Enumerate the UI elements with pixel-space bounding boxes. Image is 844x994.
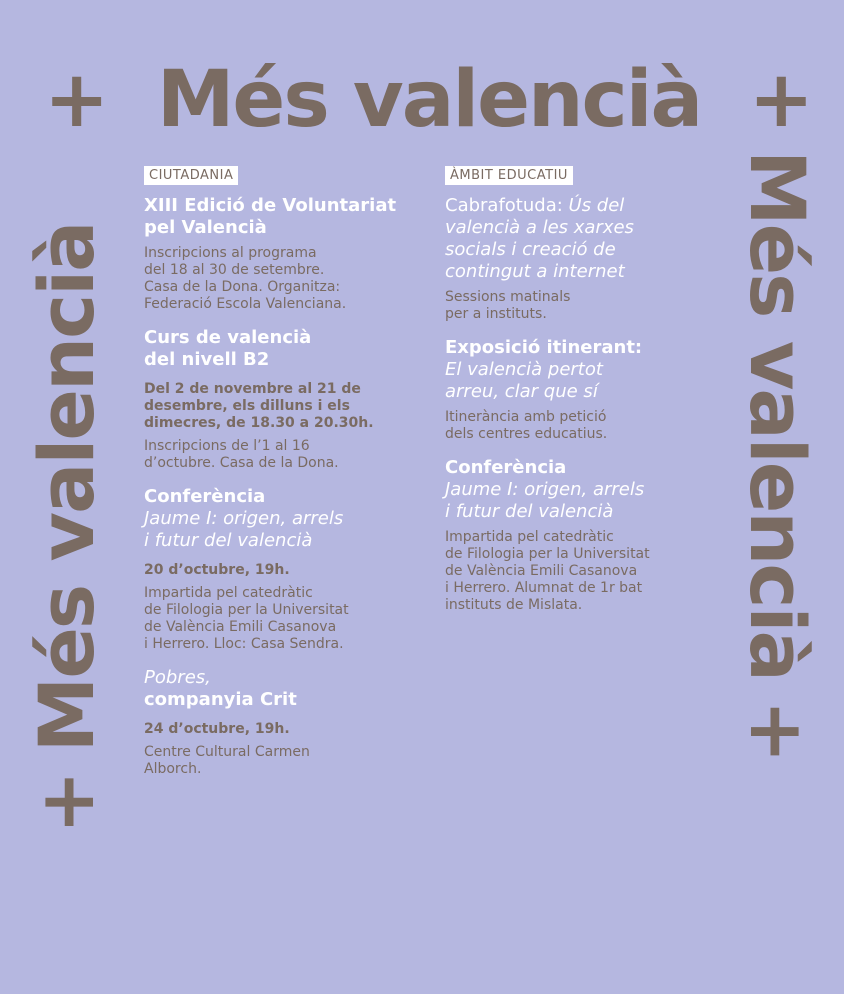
event-title-line: Conferència bbox=[445, 457, 567, 478]
event-title-italic: Ús del bbox=[568, 195, 625, 216]
event-curs-b2 bbox=[144, 327, 424, 472]
when-line: Del 2 de novembre al 21 de bbox=[144, 381, 361, 397]
event-conferencia-ciutadania bbox=[144, 486, 424, 653]
desc-line: del 18 al 30 de setembre. bbox=[144, 262, 325, 278]
event-description bbox=[445, 289, 745, 323]
event-subtitle-line: contingut a internet bbox=[445, 261, 625, 282]
event-title-line: del nivell B2 bbox=[144, 349, 270, 370]
desc-line: Inscripcions al programa bbox=[144, 245, 317, 261]
event-description bbox=[144, 438, 424, 472]
event-when bbox=[144, 381, 424, 432]
event-title-line: Curs de valencià bbox=[144, 327, 312, 348]
event-pobres bbox=[144, 667, 424, 778]
event-subtitle-line: socials i creació de bbox=[445, 239, 616, 260]
event-title-normal: Cabrafotuda: bbox=[445, 195, 569, 216]
desc-line: d’octubre. Casa de la Dona. bbox=[144, 455, 339, 471]
desc-line: instituts de Mislata. bbox=[445, 597, 583, 613]
desc-line: de València Emili Casanova bbox=[144, 619, 337, 635]
event-conferencia-ambit bbox=[445, 457, 745, 614]
event-subtitle-line: i futur del valencià bbox=[144, 530, 313, 551]
when-line: desembre, els dilluns i els bbox=[144, 398, 350, 414]
event-voluntariat bbox=[144, 195, 424, 313]
poster-title bbox=[44, 52, 814, 148]
desc-line: dels centres educatius. bbox=[445, 426, 608, 442]
plus-icon-right: + bbox=[748, 55, 814, 145]
event-when: 24 d’octubre, 19h. bbox=[144, 721, 290, 737]
event-title-line bbox=[445, 195, 745, 217]
event-subtitle-line: i futur del valencià bbox=[445, 501, 614, 522]
side-title-left-text: Més valencià bbox=[22, 222, 111, 753]
event-description bbox=[445, 409, 745, 443]
desc-line: Itinerància amb petició bbox=[445, 409, 607, 425]
desc-line: de Filologia per la Universitat bbox=[144, 602, 349, 618]
event-subtitle-line: Pobres, bbox=[144, 667, 211, 688]
plus-icon-side-left: + bbox=[22, 772, 111, 834]
desc-line: de Filologia per la Universitat bbox=[445, 546, 650, 562]
desc-line: Casa de la Dona. Organitza: bbox=[144, 279, 341, 295]
desc-line: Alborch. bbox=[144, 761, 202, 777]
poster-title-text: Més valencià bbox=[156, 55, 702, 145]
event-cabrafotuda bbox=[445, 195, 745, 323]
desc-line: Impartida pel catedràtic bbox=[445, 529, 614, 545]
event-title-line: companyia Crit bbox=[144, 689, 297, 710]
event-subtitle-line: arreu, clar que sí bbox=[445, 381, 598, 402]
when-line: dimecres, de 18.30 a 20.30h. bbox=[144, 415, 374, 431]
event-description bbox=[144, 585, 424, 653]
event-description bbox=[144, 744, 424, 778]
desc-line: per a instituts. bbox=[445, 306, 547, 322]
event-title-line: Conferència bbox=[144, 486, 266, 507]
desc-line: Centre Cultural Carmen bbox=[144, 744, 310, 760]
desc-line: Inscripcions de l’1 al 16 bbox=[144, 438, 310, 454]
desc-line: i Herrero. Alumnat de 1r bat bbox=[445, 580, 643, 596]
section-tag-ambit-educatiu: ÀMBIT EDUCATIU bbox=[445, 166, 573, 185]
ciutadania-column bbox=[144, 164, 424, 792]
event-subtitle-line: Jaume I: origen, arrels bbox=[445, 479, 645, 500]
desc-line: de València Emili Casanova bbox=[445, 563, 638, 579]
section-tag-ciutadania: CIUTADANIA bbox=[144, 166, 238, 185]
ambit-educatiu-column bbox=[445, 164, 745, 628]
side-title-right bbox=[734, 150, 820, 994]
desc-line: i Herrero. Lloc: Casa Sendra. bbox=[144, 636, 344, 652]
event-title-line: pel Valencià bbox=[144, 217, 267, 238]
event-description bbox=[144, 245, 424, 313]
plus-icon-left: + bbox=[44, 55, 110, 145]
event-exposicio bbox=[445, 337, 745, 443]
event-subtitle-line: valencià a les xarxes bbox=[445, 217, 634, 238]
side-title-left bbox=[24, 0, 110, 834]
desc-line: Federació Escola Valenciana. bbox=[144, 296, 347, 312]
side-title-right-text: Més valencià bbox=[733, 150, 822, 680]
event-title-line: Exposició itinerant: bbox=[445, 337, 643, 358]
event-title-line: XIII Edició de Voluntariat bbox=[144, 195, 397, 216]
event-subtitle-line: Jaume I: origen, arrels bbox=[144, 508, 344, 529]
desc-line: Impartida pel catedràtic bbox=[144, 585, 313, 601]
event-subtitle-line: El valencià pertot bbox=[445, 359, 603, 380]
event-description bbox=[445, 529, 745, 614]
plus-icon-side-right: + bbox=[733, 699, 822, 762]
desc-line: Sessions matinals bbox=[445, 289, 571, 305]
event-when: 20 d’octubre, 19h. bbox=[144, 562, 290, 578]
